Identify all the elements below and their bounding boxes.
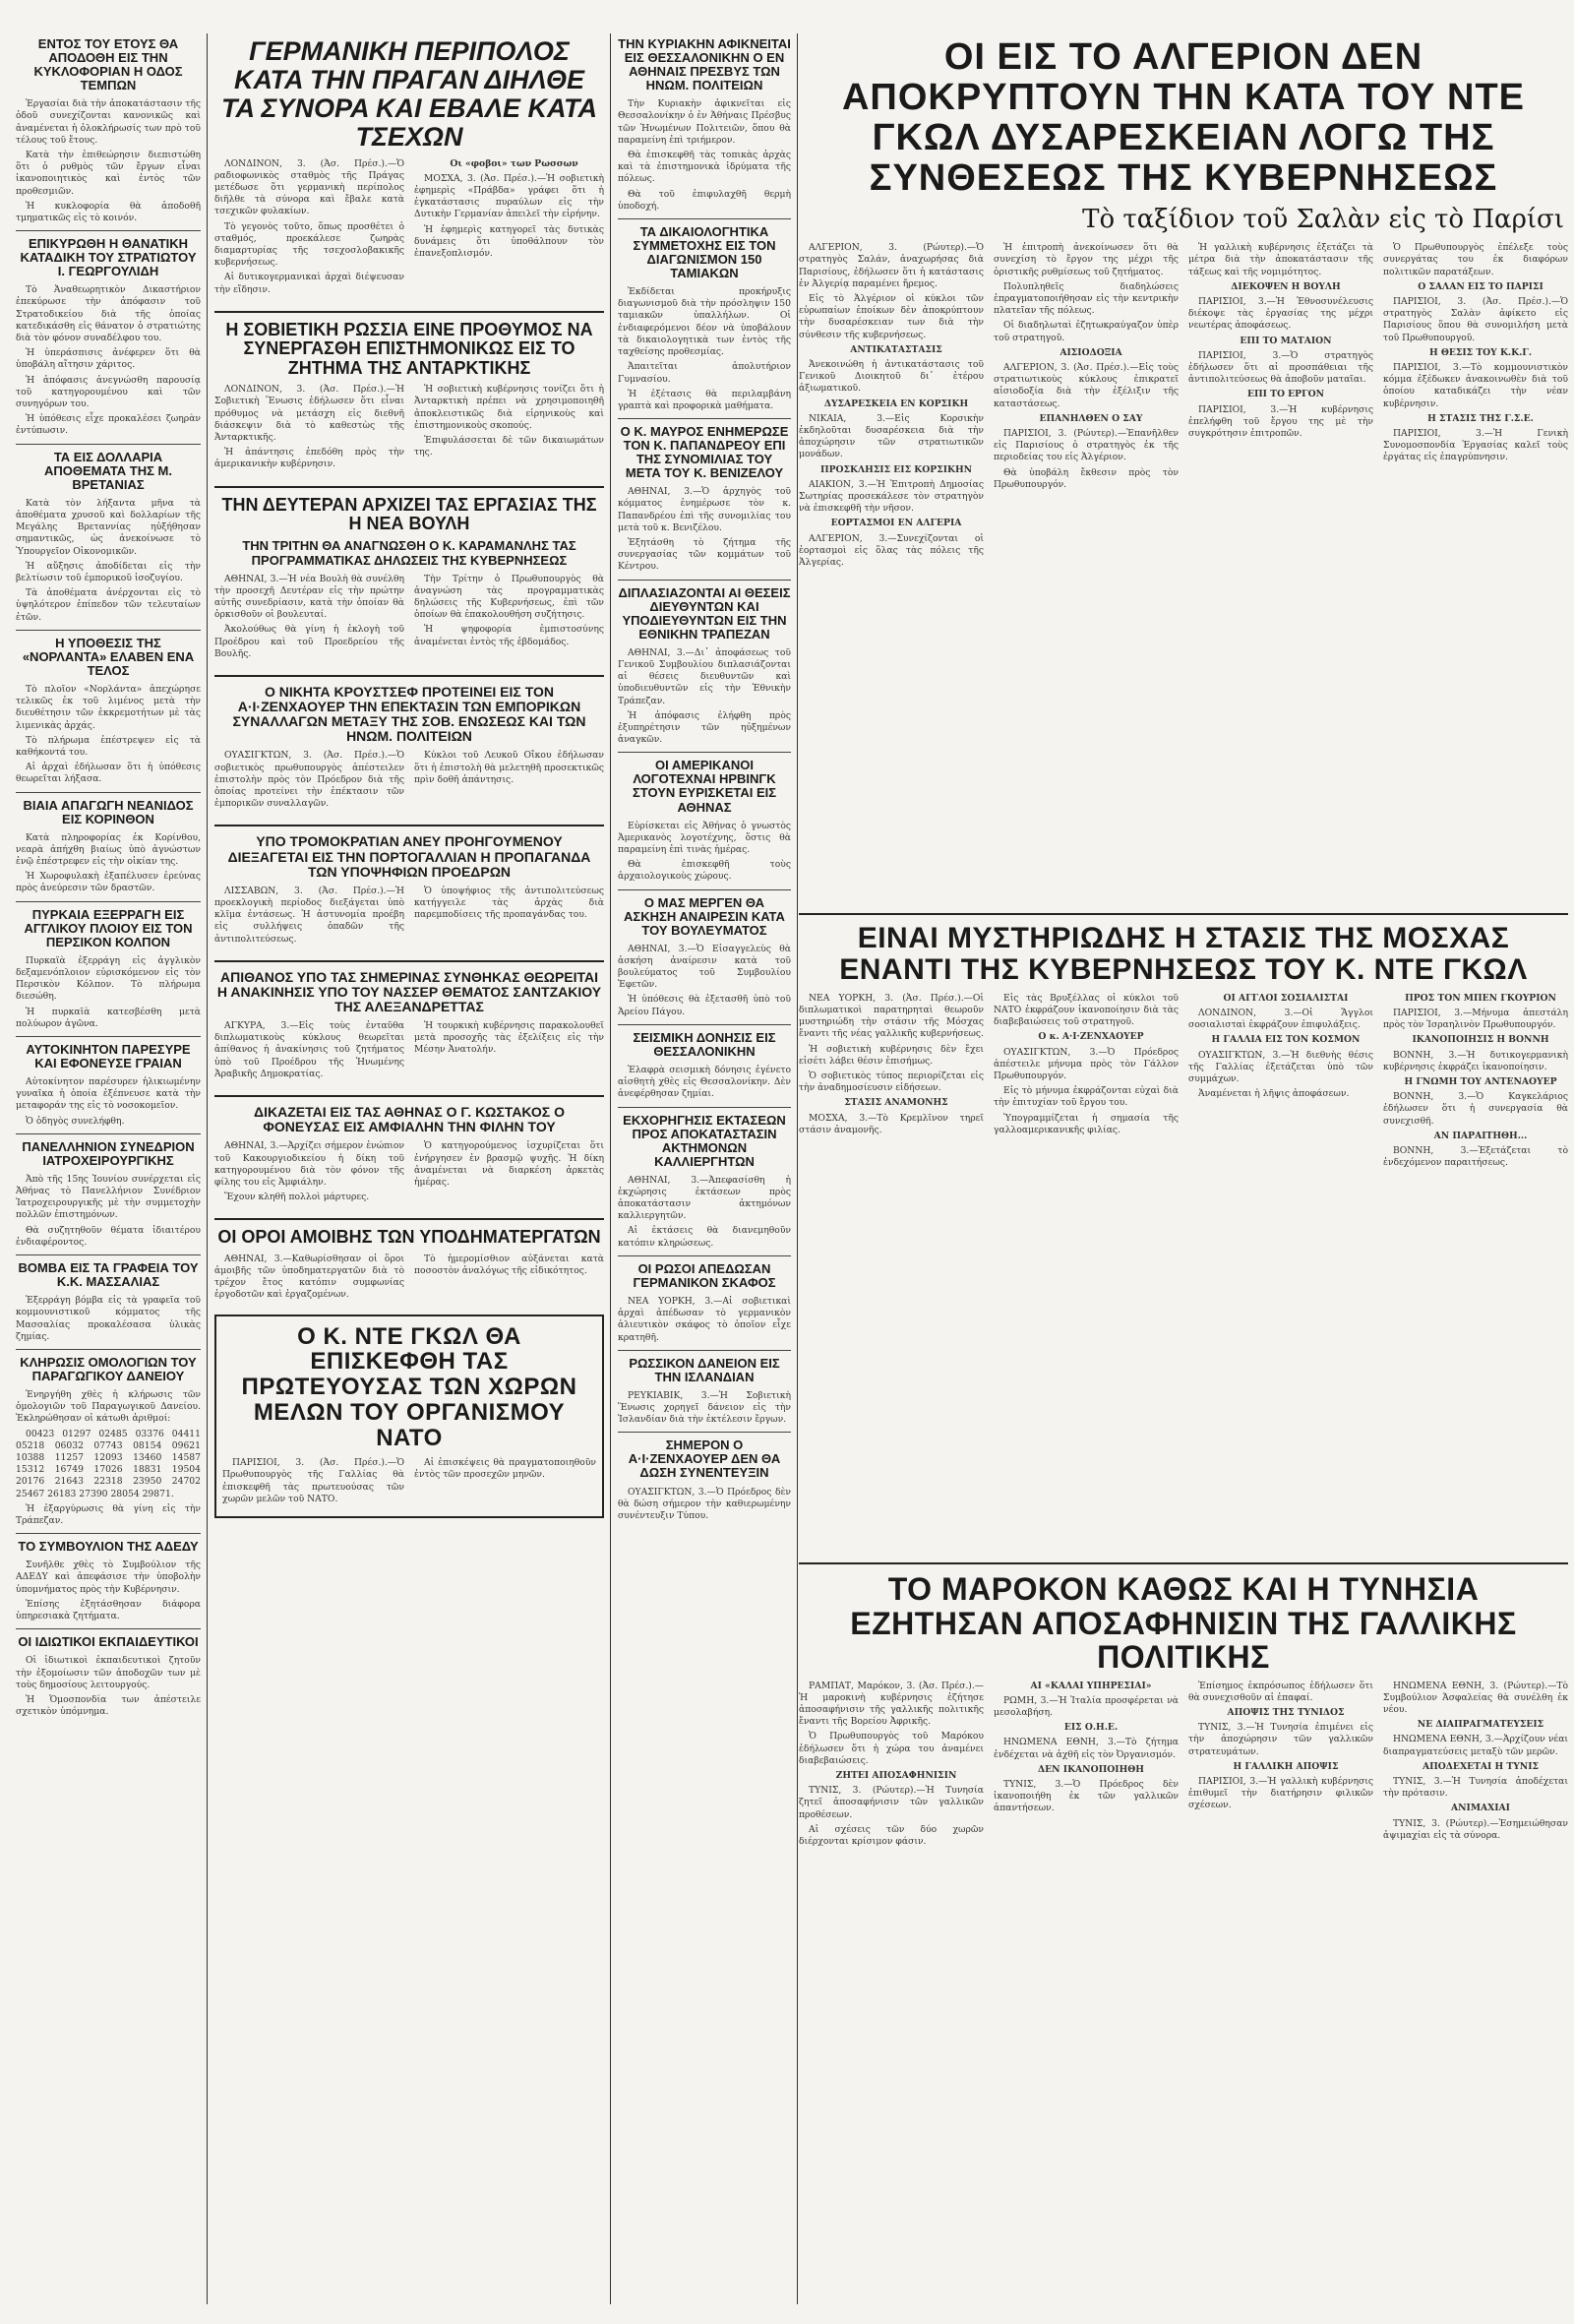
divider xyxy=(618,1024,791,1025)
article-headline: ΤΑ ΕΙΣ ΔΟΛΛΑΡΙΑ ΑΠΟΘΕΜΑΤΑ ΤΗΣ Μ. ΒΡΕΤΑΝΙΑΣ xyxy=(44,449,172,492)
divider xyxy=(16,1133,201,1134)
section-heading: Η ΓΑΛΛΙΑ ΕΙΣ ΤΟΝ ΚΟΣΜΟΝ xyxy=(1211,1034,1361,1046)
divider xyxy=(618,1255,791,1256)
article-headline: ΕΚΧΟΡΗΓΗΣΙΣ ΕΚΤΑΣΕΩΝ ΠΡΟΣ ΑΠΟΚΑΤΑΣΤΑΣΙΝ ΑΚΤΗΜΟΝΩΝ ΚΑΛΛΙΕΡΓΗΤΩΝ xyxy=(623,1112,786,1169)
article-subhead: Οι «φοβοι» των Ρωσσων xyxy=(450,157,578,169)
divider xyxy=(618,1432,791,1433)
article-headline: ΟΙ ΙΔΙΩΤΙΚΟΙ ΕΚΠΑΙΔΕΥΤΙΚΟΙ xyxy=(18,1634,199,1650)
divider xyxy=(16,1036,201,1037)
article-headline: ΔΙΚΑΖΕΤΑΙ ΕΙΣ ΤΑΣ ΑΘΗΝΑΣ Ο Γ. ΚΩΣΤΑΚΟΣ Ο ΦΟΝΕΥΣΑΣ ΕΙΣ ΑΜΦΙΑΛΗΝ ΤΗΝ ΦΙΛΗΝ ΤΟΥ xyxy=(254,1104,565,1135)
section-heading: Η ΣΤΑΣΙΣ ΤΗΣ Γ.Σ.Ε. xyxy=(1427,412,1534,424)
divider xyxy=(214,1095,604,1097)
divider xyxy=(214,960,604,962)
column-rule xyxy=(797,33,798,2304)
section-heading: ΔΥΣΑΡΕΣΚΕΙΑ ΕΝ ΚΟΡΣΙΚΗ xyxy=(823,398,969,409)
article-headline: ΠΥΡΚΑΙΑ ΕΞΕΡΡΑΓΗ ΕΙΣ ΑΓΓΛΙΚΟΥ ΠΛΟΙΟΥ ΕΙΣ ΤΟΝ ΠΕΡΣΙΚΟΝ ΚΟΛΠΟΝ xyxy=(24,906,193,949)
divider xyxy=(618,580,791,581)
divider xyxy=(618,889,791,890)
divider xyxy=(16,1628,201,1629)
divider xyxy=(618,418,791,419)
section-heading: ΝΕ ΔΙΑΠΡΑΓΜΑΤΕΥΣΕΙΣ xyxy=(1417,1719,1544,1731)
divider xyxy=(799,1562,1568,1564)
article-headline: ΕΝΤΟΣ ΤΟΥ ΕΤΟΥΣ ΘΑ ΑΠΟΔΟΘΗ ΕΙΣ ΤΗΝ ΚΥΚΛΟΦΟΡΙΑΝ Η ΟΔΟΣ ΤΕΜΠΩΝ xyxy=(33,36,183,93)
article-headline: ΡΩΣΣΙΚΟΝ ΔΑΝΕΙΟΝ ΕΙΣ ΤΗΝ ΙΣΛΑΝΔΙΑΝ xyxy=(629,1355,780,1384)
article-headline: ΤΗΝ ΚΥΡΙΑΚΗΝ ΑΦΙΚΝΕΙΤΑΙ ΕΙΣ ΘΕΣΣΑΛΟΝΙΚΗΝ Ο ΕΝ ΑΘΗΝΑΙΣ ΠΡΕΣΒΥΣ ΤΩΝ ΗΝΩΜ. ΠΟΛΙΤΕΙΩΝ xyxy=(618,36,791,93)
divider xyxy=(16,1254,201,1255)
section-heading: ΙΚΑΝΟΠΟΙΗΣΙΣ Η ΒΟΝΝΗ xyxy=(1412,1034,1549,1046)
section-heading: ΔΙΕΚΟΨΕΝ Η ΒΟΥΛΗ xyxy=(1231,280,1341,292)
section-heading: ΣΤΑΣΙΣ ΑΝΑΜΟΝΗΣ xyxy=(844,1097,948,1109)
divider xyxy=(618,1107,791,1108)
article-headline: ΟΙ ΑΜΕΡΙΚΑΝΟΙ ΛΟΓΟΤΕΧΝΑΙ ΗΡΒΙΝΓΚ ΣΤΟΥΝ ΕΥΡΙΣΚΕΤΑΙ ΕΙΣ ΑΘΗΝΑΣ xyxy=(632,758,777,815)
article-headline: ΕΠΙΚΥΡΩΘΗ Η ΘΑΝΑΤΙΚΗ ΚΑΤΑΔΙΚΗ ΤΟΥ ΣΤΡΑΤΙΩΤΟΥ Ι. ΓΕΩΡΓΟΥΛΙΔΗ xyxy=(20,236,197,279)
boxed-article: Ο Κ. ΝΤΕ ΓΚΩΛ ΘΑ ΕΠΙΣΚΕΦΘΗ ΤΑΣ ΠΡΩΤΕΥΟΥΣΑΣ ΤΩΝ ΧΩΡΩΝ ΜΕΛΩΝ ΤΟΥ ΟΡΓΑΝΙΣΜΟΥ ΝΑΤΟ ΠΑΡΙΣΙΟΙ, 3. (Ἀσ. Πρέσ.).—Ὁ Πρωθυπουργὸς τῆς Γαλλίας θὰ ἐπισκεφθῆ τὰς πρωτευούσας τῶν χωρῶν μελῶν τοῦ ΝΑΤΟ. Αἱ ἐπισκέψεις θὰ πραγματοποιηθοῦν ἐντὸς τῶν προσεχῶν μηνῶν. xyxy=(214,1315,604,1518)
article-headline: ΚΛΗΡΩΣΙΣ ΟΜΟΛΟΓΙΩΝ ΤΟΥ ΠΑΡΑΓΩΓΙΚΟΥ ΔΑΝΕΙΟΥ xyxy=(20,1354,197,1383)
article-headline: ΒΙΑΙΑ ΑΠΑΓΩΓΗ ΝΕΑΝΙΔΟΣ ΕΙΣ ΚΟΡΙΝΘΟΝ xyxy=(23,797,194,826)
article-headline: ΔΙΠΛΑΣΙΑΖΟΝΤΑΙ ΑΙ ΘΕΣΕΙΣ ΔΙΕΥΘΥΝΤΩΝ ΚΑΙ ΥΠΟΔΙΕΥΘΥΝΤΩΝ ΕΙΣ ΤΗΝ ΕΘΝΙΚΗΝ ΤΡΑΠΕΖΑΝ xyxy=(618,584,791,642)
section-heading: ΑΠΟΔΕΧΕΤΑΙ Η ΤΥΝΙΣ xyxy=(1423,1760,1539,1772)
section-heading: Ο ΣΑΛΑΝ ΕΙΣ ΤΟ ΠΑΡΙΣΙ xyxy=(1418,280,1544,292)
divider xyxy=(618,1350,791,1351)
divider xyxy=(16,444,201,445)
section-heading: Ο κ. Α·Ι·ΖΕΝΧΑΟΥΕΡ xyxy=(1038,1031,1144,1043)
divider xyxy=(214,311,604,313)
section-heading: ΑΠΟΨΙΣ ΤΗΣ ΤΥΝΙΔΟΣ xyxy=(1227,1707,1345,1719)
section-heading: Η ΓΑΛΛΙΚΗ ΑΠΟΨΙΣ xyxy=(1233,1760,1339,1772)
article-headline: ΑΥΤΟΚΙΝΗΤΟΝ ΠΑΡΕΣΥΡΕ ΚΑΙ ΕΦΟΝΕΥΣΕ ΓΡΑΙΑΝ xyxy=(26,1041,191,1070)
article-headline: ΤΟ ΣΥΜΒΟΥΛΙΟΝ ΤΗΣ ΑΔΕΔΥ xyxy=(18,1539,199,1555)
lead-subhead: Τὸ ταξίδιον τοῦ Σαλὰν εἰς τὸ Παρίσι xyxy=(1082,205,1564,235)
article-headline: Η ΣΟΒΙΕΤΙΚΗ ΡΩΣΣΙΑ ΕΙΝΕ ΠΡΟΘΥΜΟΣ ΝΑ ΣΥΝΕΡΓΑΣΘΗ ΕΠΙΣΤΗΜΟΝΙΚΩΣ ΕΙΣ ΤΟ ΖΗΤΗΜΑ ΤΗΣ ΑΝΤΑΡΚΤΙΚΗΣ xyxy=(225,319,593,378)
article-headline: ΤΗΝ ΔΕΥΤΕΡΑΝ ΑΡΧΙΖΕΙ ΤΑΣ ΕΡΓΑΣΙΑΣ ΤΗΣ Η ΝΕΑ ΒΟΥΛΗ xyxy=(221,494,597,534)
section-heading: ΖΗΤΕΙ ΑΠΟΣΑΦΗΝΙΣΙΝ xyxy=(835,1770,957,1782)
section-heading: ΕΠΑΝΗΛΘΕΝ Ο ΣΑΥ xyxy=(1039,412,1143,424)
morocco-headline: ΤΟ ΜΑΡΟΚΟΝ ΚΑΘΩΣ ΚΑΙ Η ΤΥΝΗΣΙΑ ΕΖΗΤΗΣΑΝ ΑΠΟΣΑΦΗΝΙΣΙΝ ΤΗΣ ΓΑΛΛΙΚΗΣ ΠΟΛΙΤΙΚΗΣ xyxy=(850,1571,1517,1676)
section-heading: ΑΝΤΙΚΑΤΑΣΤΑΣΙΣ xyxy=(850,343,942,355)
article-headline: ΥΠΟ ΤΡΟΜΟΚΡΑΤΙΑΝ ΑΝΕΥ ΠΡΟΗΓΟΥΜΕΝΟΥ ΔΙΕΞΑΓΕΤΑΙ ΕΙΣ ΤΗΝ ΠΟΡΤΟΓΑΛΛΙΑΝ Η ΠΡΟΠΑΓΑΝΔΑ ΤΩΝ ΥΠΟΨΗΦΙΩΝ ΠΡΟΕΔΡΩΝ xyxy=(227,833,591,880)
article-headline: Η ΥΠΟΘΕΣΙΣ ΤΗΣ «ΝΟΡΛΑΝΤΑ» ΕΛΑΒΕΝ ΕΝΑ ΤΕΛΟΣ xyxy=(22,635,195,678)
lead-headline: ΟΙ ΕΙΣ ΤΟ ΑΛΓΕΡΙΟΝ ΔΕΝ ΑΠΟΚΡΥΠΤΟΥΝ ΤΗΝ ΚΑΤΑ ΤΟΥ ΝΤΕ ΓΚΩΛ ΔΥΣΑΡΕΣΚΕΙΑΝ ΛΟΓΩ ΤΗΣ ΣΥΝΘΕΣΕΩΣ ΤΗΣ ΚΥΒΕΡΝΗΣΕΩΣ xyxy=(841,36,1526,200)
article-headline: ΟΙ ΟΡΟΙ ΑΜΟΙΒΗΣ ΤΩΝ ΥΠΟΔΗΜΑΤΕΡΓΑΤΩΝ xyxy=(217,1227,601,1248)
moscow-headline: ΕΙΝΑΙ ΜΥΣΤΗΡΙΩΔΗΣ Η ΣΤΑΣΙΣ ΤΗΣ ΜΟΣΧΑΣ ΕΝΑΝΤΙ ΤΗΣ ΚΥΒΕΡΝΗΣΕΩΣ ΤΟΥ Κ. ΝΤΕ ΓΚΩΛ xyxy=(839,922,1528,987)
section-heading: ΠΡΟΣ ΤΟΝ ΜΠΕΝ ΓΚΟΥΡΙΟΝ xyxy=(1405,992,1556,1004)
divider xyxy=(16,792,201,793)
section-heading: ΕΙΣ Ο.Η.Ε. xyxy=(1063,1722,1119,1734)
article-headline: Ο Κ. ΜΑΥΡΟΣ ΕΝΗΜΕΡΩΣΕ ΤΟΝ Κ. ΠΑΠΑΝΔΡΕΟΥ ΕΠΙ ΤΗΣ ΣΥΝΟΜΙΛΙΑΣ ΤΟΥ ΜΕΤΑ ΤΟΥ Κ. ΒΕΝΙΖΕΛΟΥ xyxy=(620,424,789,481)
column-rule xyxy=(610,33,611,2304)
section-heading: ΕΟΡΤΑΣΜΟΙ ΕΝ ΑΛΓΕΡΙΑ xyxy=(830,518,962,529)
column-3: ΤΗΝ ΚΥΡΙΑΚΗΝ ΑΦΙΚΝΕΙΤΑΙ ΕΙΣ ΘΕΣΣΑΛΟΝΙΚΗΝ Ο ΕΝ ΑΘΗΝΑΙΣ ΠΡΕΣΒΥΣ ΤΩΝ ΗΝΩΜ. ΠΟΛΙΤΕΙΩΝ Τὴν Κυριακὴν ἀφικνεῖται εἰς Θεσσαλονίκην ὁ ἐν Ἀθήναις Πρέσβυς τῶν Ἡνωμένων Πολιτειῶν, ὅπου θὰ παραμείνη ἐπὶ τριήμερον. Θὰ ἐπισκεφθῆ τὰς τοπικὰς ἀρχὰς καὶ τὰ ἐπιστημονικὰ ἱδρύματα τῆς πόλεως. Θὰ τοῦ ἐπιφυλαχθῆ θερμὴ ὑποδοχή. ΤΑ ΔΙΚΑΙΟΛΟΓΗΤΙΚΑ ΣΥΜΜΕΤΟΧΗΣ ΕΙΣ ΤΟΝ ΔΙΑΓΩΝΙΣΜΟΝ 150 ΤΑΜΙΑΚΩΝ Ἐκδίδεται προκήρυξις διαγωνισμοῦ διὰ τὴν πρόσληψιν 150 ταμιακῶν ὑπαλλήλων. Οἱ ἐνδιαφερόμενοι δέον νὰ ὑποβάλουν τὰ δικαιολογητικὰ των ἐντὸς τῆς ταχθείσης προθεσμίας. Ἀπαιτεῖται ἀπολυτήριον Γυμνασίου. Ἡ ἐξέτασις θὰ περιλαμβάνη γραπτὰ καὶ προφορικὰ μαθήματα. Ο Κ. ΜΑΥΡΟΣ ΕΝΗΜΕΡΩΣΕ ΤΟΝ Κ. ΠΑΠΑΝΔΡΕΟΥ ΕΠΙ ΤΗΣ ΣΥΝΟΜΙΛΙΑΣ ΤΟΥ ΜΕΤΑ ΤΟΥ Κ. ΒΕΝΙΖΕΛΟΥ ΑΘΗΝΑΙ, 3.—Ὁ ἀρχηγὸς τοῦ κόμματος ἐνημέρωσε τὸν κ. Παπανδρέου ἐπὶ τῆς συνομιλίας του μετὰ τοῦ κ. Βενιζέλου. Ἐξητάσθη τὸ ζήτημα τῆς συνεργασίας τῶν κομμάτων τοῦ Κέντρου. ΔΙΠΛΑΣΙΑΖΟΝΤΑΙ ΑΙ ΘΕΣΕΙΣ ΔΙΕΥΘΥΝΤΩΝ ΚΑΙ ΥΠΟΔΙΕΥΘΥΝΤΩΝ ΕΙΣ ΤΗΝ ΕΘΝΙΚΗΝ ΤΡΑΠΕΖΑΝ ΑΘΗΝΑΙ, 3.—Δι᾽ ἀποφάσεως τοῦ Γενικοῦ Συμβουλίου διπλασιάζονται αἱ θέσεις διευθυντῶν καὶ ὑποδιευθυντῶν εἰς τὴν Ἐθνικὴν Τράπεζαν. Ἡ ἀπόφασις ἐλήφθη πρὸς ἐξυπηρέτησιν τῶν ηὐξημένων ἀναγκῶν. ΟΙ ΑΜΕΡΙΚΑΝΟΙ ΛΟΓΟΤΕΧΝΑΙ ΗΡΒΙΝΓΚ ΣΤΟΥΝ ΕΥΡΙΣΚΕΤΑΙ ΕΙΣ ΑΘΗΝΑΣ Εὑρίσκεται εἰς Ἀθήνας ὁ γνωστὸς Ἀμερικανὸς λογοτέχνης, ὅστις θὰ παραμείνη ἐπὶ τινὰς ἡμέρας. Θὰ ἐπισκεφθῆ τοὺς ἀρχαιολογικοὺς χώρους. Ο ΜΑΣ ΜΕΡΓΕΝ ΘΑ ΑΣΚΗΣΗ ΑΝΑΙΡΕΣΙΝ ΚΑΤΑ ΤΟΥ ΒΟΥΛΕΥΜΑΤΟΣ ΑΘΗΝΑΙ, 3.—Ὁ Εἰσαγγελεὺς θὰ ἀσκήση ἀναίρεσιν κατὰ τοῦ βουλεύματος τοῦ Συμβουλίου Ἐφετῶν. Ἡ ὑπόθεσις θὰ ἐξετασθῆ ὑπὸ τοῦ Ἀρείου Πάγου. ΣΕΙΣΜΙΚΗ ΔΟΝΗΣΙΣ ΕΙΣ ΘΕΣΣΑΛΟΝΙΚΗΝ Ἐλαφρὰ σεισμικὴ δόνησις ἐγένετο αἰσθητὴ χθὲς εἰς Θεσσαλονίκην. Δὲν ἀνεφέρθησαν ζημίαι. ΕΚΧΟΡΗΓΗΣΙΣ ΕΚΤΑΣΕΩΝ ΠΡΟΣ ΑΠΟΚΑΤΑΣΤΑΣΙΝ ΑΚΤΗΜΟΝΩΝ ΚΑΛΛΙΕΡΓΗΤΩΝ ΑΘΗΝΑΙ, 3.—Ἀπεφασίσθη ἡ ἐκχώρησις ἐκτάσεων πρὸς ἀποκατάστασιν ἀκτημόνων καλλιεργητῶν. Αἱ ἐκτάσεις θὰ διανεμηθοῦν κατόπιν κληρώσεως. ΟΙ ΡΩΣΟΙ ΑΠΕΔΩΣΑΝ ΓΕΡΜΑΝΙΚΟΝ ΣΚΑΦΟΣ ΝΕΑ ΥΟΡΚΗ, 3.—Αἱ σοβιετικαὶ ἀρχαὶ ἀπέδωσαν τὸ γερμανικὸν ἁλιευτικὸν σκάφος τὸ ὁποῖον εἶχε κρατηθῆ. ΡΩΣΣΙΚΟΝ ΔΑΝΕΙΟΝ ΕΙΣ ΤΗΝ ΙΣΛΑΝΔΙΑΝ ΡΕΥΚΙΑΒΙΚ, 3.—Ἡ Σοβιετικὴ Ἕνωσις χορηγεῖ δάνειον εἰς τὴν Ἰσλανδίαν διὰ τὴν ἐκτέλεσιν ἔργων. ΣΗΜΕΡΟΝ Ο Α·Ι·ΖΕΝΧΑΟΥΕΡ ΔΕΝ ΘΑ ΔΩΣΗ ΣΥΝΕΝΤΕΥΞΙΝ ΟΥΑΣΙΓΚΤΩΝ, 3.—Ὁ Πρόεδρος δὲν θὰ δώση σήμερον τὴν καθιερωμένην συνέντευξιν Τύπου. xyxy=(618,36,791,1521)
article-headline: ΑΠΙΘΑΝΟΣ ΥΠΟ ΤΑΣ ΣΗΜΕΡΙΝΑΣ ΣΥΝΘΗΚΑΣ ΘΕΩΡΕΙΤΑΙ Η ΑΝΑΚΙΝΗΣΙΣ ΥΠΟ ΤΟΥ ΝΑΣΣΕΡ ΘΕΜΑΤΟΣ ΣΑΝΤΖΑΚΙΟΥ ΤΗΣ ΑΛΕΞΑΝΔΡΕΤΤΑΣ xyxy=(216,968,602,1014)
lead-story: ΟΙ ΕΙΣ ΤΟ ΑΛΓΕΡΙΟΝ ΔΕΝ ΑΠΟΚΡΥΠΤΟΥΝ ΤΗΝ ΚΑΤΑ ΤΟΥ ΝΤΕ ΓΚΩΛ ΔΥΣΑΡΕΣΚΕΙΑΝ ΛΟΓΩ ΤΗΣ ΣΥΝΘΕΣΕΩΣ ΤΗΣ ΚΥΒΕΡΝΗΣΕΩΣ Τὸ ταξίδιον τοῦ Σαλὰν εἰς τὸ Παρίσι ΑΛΓΕΡΙΟΝ, 3. (Ρώυτερ).—Ὁ στρατηγὸς Σαλάν, ἀναχωρήσας διὰ Παρισίους, ἐδήλωσεν ὅτι ἡ κατάστασις ἐν Ἀλγερίᾳ παραμένει ἤρεμος. Εἰς τὸ Ἀλγέριον οἱ κύκλοι τῶν εὐρωπαίων ἐποίκων δὲν ἀποκρύπτουν τὴν δυσαρέσκειαν των διὰ τὴν σύνθεσιν τῆς κυβερνήσεως. ΑΝΤΙΚΑΤΑΣΤΑΣΙΣ Ἀνεκοινώθη ἡ ἀντικατάστασις τοῦ Γενικοῦ Διοικητοῦ δι᾽ ἑτέρου ἀξιωματικοῦ. ΔΥΣΑΡΕΣΚΕΙΑ ΕΝ ΚΟΡΣΙΚΗ ΝΙΚΑΙΑ, 3.—Εἰς Κορσικὴν ἐκδηλοῦται δυσαρέσκεια διὰ τὴν ἀποχώρησιν τῶν στρατιωτικῶν μονάδων. ΠΡΟΣΚΛΗΣΙΣ ΕΙΣ ΚΟΡΣΙΚΗΝ ΑΙΑΚΙΟΝ, 3.—Ἡ Ἐπιτροπὴ Δημοσίας Σωτηρίας προσεκάλεσε τὸν στρατηγὸν νὰ ἐπισκεφθῆ τὴν νῆσον. ΕΟΡΤΑΣΜΟΙ ΕΝ ΑΛΓΕΡΙΑ ΑΛΓΕΡΙΟΝ, 3.—Συνεχίζονται οἱ ἑορτασμοὶ εἰς ὅλας τὰς πόλεις τῆς Ἀλγερίας. Ἡ ἐπιτροπὴ ἀνεκοίνωσεν ὅτι θὰ συνεχίση τὸ ἔργον της μέχρι τῆς ὁριστικῆς ρυθμίσεως τοῦ ζητήματος. Πολυπληθεῖς διαδηλώσεις ἐπραγματοποιήθησαν εἰς τὴν κεντρικὴν πλατεῖαν τῆς πόλεως. Οἱ διαδηλωταὶ ἐζητωκραύγαζον ὑπὲρ τοῦ στρατηγοῦ. ΑΙΣΙΟΔΟΞΙΑ ΑΛΓΕΡΙΟΝ, 3. (Ἀσ. Πρέσ.).—Εἰς τοὺς στρατιωτικοὺς κύκλους ἐπικρατεῖ αἰσιοδοξία διὰ τὴν ἐξέλιξιν τῆς καταστάσεως. ΕΠΑΝΗΛΘΕΝ Ο ΣΑΥ ΠΑΡΙΣΙΟΙ, 3. (Ρώυτερ).—Ἐπανῆλθεν εἰς Παρισίους ὁ στρατηγὸς ἐκ τῆς περιοδείας του εἰς Ἀλγέριον. Θὰ ὑποβάλη ἔκθεσιν πρὸς τὸν Πρωθυπουργόν. Ἡ γαλλικὴ κυβέρνησις ἐξετάζει τὰ μέτρα διὰ τὴν ἀποκατάστασιν τῆς τάξεως καὶ τῆς νομιμότητος. ΔΙΕΚΟΨΕΝ Η ΒΟΥΛΗ ΠΑΡΙΣΙΟΙ, 3.—Ἡ Ἐθνοσυνέλευσις διέκοψε τὰς ἐργασίας της μέχρι νεωτέρας ἀποφάσεως. ΕΠΙ ΤΟ ΜΑΤΑΙΟΝ ΠΑΡΙΣΙΟΙ, 3.—Ὁ στρατηγὸς ἐδήλωσεν ὅτι αἱ προσπάθειαι τῆς ἀντιπολιτεύσεως θὰ ἀποβοῦν ματαῖαι. ΕΠΙ ΤΟ ΕΡΓΟΝ ΠΑΡΙΣΙΟΙ, 3.—Ἡ κυβέρνησις ἐπελήφθη τοῦ ἔργου της μὲ τὴν συγκρότησιν ἐπιτροπῶν. Ὁ Πρωθυπουργὸς ἐπέλεξε τοὺς συνεργάτας του ἐκ διαφόρων πολιτικῶν παρατάξεων. Ο ΣΑΛΑΝ ΕΙΣ ΤΟ ΠΑΡΙΣΙ ΠΑΡΙΣΙΟΙ, 3. (Ἀσ. Πρέσ.).—Ὁ στρατηγὸς Σαλὰν ἀφίκετο εἰς Παρισίους ὅπου θὰ συνομιλήση μετὰ τοῦ Πρωθυπουργοῦ. Η ΘΕΣΙΣ ΤΟΥ Κ.Κ.Γ. ΠΑΡΙΣΙΟΙ, 3.—Τὸ κομμουνιστικὸν κόμμα ἐξέδωκεν ἀνακοινωθὲν διὰ τοῦ ὁποίου καταδικάζει τὴν νέαν κυβέρνησιν. Η ΣΤΑΣΙΣ ΤΗΣ Γ.Σ.Ε. ΠΑΡΙΣΙΟΙ, 3.—Ἡ Γενικὴ Συνομοσπονδία Ἐργασίας καλεῖ τοὺς ἐργάτας εἰς ἐπαγρύπνησιν. xyxy=(799,36,1568,568)
divider xyxy=(16,230,201,231)
column-1: ΕΝΤΟΣ ΤΟΥ ΕΤΟΥΣ ΘΑ ΑΠΟΔΟΘΗ ΕΙΣ ΤΗΝ ΚΥΚΛΟΦΟΡΙΑΝ Η ΟΔΟΣ ΤΕΜΠΩΝ Ἐργασίαι διὰ τὴν ἀποκατάστασιν τῆς ὁδοῦ συνεχίζονται κανονικῶς καὶ ἀναμένεται ἡ ὁλοκλήρωσίς των πρὸ τοῦ τέλους τοῦ ἔτους. Κατὰ τὴν ἐπιθεώρησιν διεπιστώθη ὅτι ὁ ρυθμὸς τῶν ἔργων εἶναι ἱκανοποιητικὸς καὶ ἐντὸς τῶν προθεσμιῶν. Ἡ κυκλοφορία θὰ ἀποδοθῆ τμηματικῶς εἰς τὸ κοινόν. ΕΠΙΚΥΡΩΘΗ Η ΘΑΝΑΤΙΚΗ ΚΑΤΑΔΙΚΗ ΤΟΥ ΣΤΡΑΤΙΩΤΟΥ Ι. ΓΕΩΡΓΟΥΛΙΔΗ Τὸ Ἀναθεωρητικὸν Δικαστήριον ἐπεκύρωσε τὴν ἀπόφασιν τοῦ Στρατοδικείου διὰ τῆς ὁποίας κατεδικάσθη εἰς θάνατον ὁ στρατιώτης διὰ τὸν φόνον συναδέλφου του. Ἡ ὑπεράσπισις ἀνέφερεν ὅτι θὰ ὑποβάλη αἴτησιν χάριτος. Ἡ ἀπόφασις ἀνεγνώσθη παρουσίᾳ τοῦ κατηγορουμένου καὶ τῶν συνηγόρων του. Ἡ ὑπόθεσις εἶχε προκαλέσει ζωηρὰν ἐντύπωσιν. ΤΑ ΕΙΣ ΔΟΛΛΑΡΙΑ ΑΠΟΘΕΜΑΤΑ ΤΗΣ Μ. ΒΡΕΤΑΝΙΑΣ Κατὰ τὸν λήξαντα μῆνα τὰ ἀποθέματα χρυσοῦ καὶ δολλαρίων τῆς Μεγάλης Βρεταννίας ηὐξήθησαν σημαντικῶς, ὡς ἀνεκοίνωσε τὸ Ὑπουργεῖον Οἰκονομικῶν. Ἡ αὔξησις ἀποδίδεται εἰς τὴν βελτίωσιν τοῦ ἐμπορικοῦ ἰσοζυγίου. Τὰ ἀποθέματα ἀνέρχονται εἰς τὸ ὑψηλότερον ἐπίπεδον τῶν τελευταίων ἐτῶν. Η ΥΠΟΘΕΣΙΣ ΤΗΣ «ΝΟΡΛΑΝΤΑ» ΕΛΑΒΕΝ ΕΝΑ ΤΕΛΟΣ Τὸ πλοῖον «Νορλάντα» ἀπεχώρησε τελικῶς ἐκ τοῦ λιμένος μετὰ τὴν διευθέτησιν τῶν ἐκκρεμοτήτων μὲ τὰς λιμενικὰς ἀρχάς. Τὸ πλήρωμα ἐπέστρεψεν εἰς τὰ καθήκοντά του. Αἱ ἀρχαὶ ἐδήλωσαν ὅτι ἡ ὑπόθεσις θεωρεῖται λήξασα. ΒΙΑΙΑ ΑΠΑΓΩΓΗ ΝΕΑΝΙΔΟΣ ΕΙΣ ΚΟΡΙΝΘΟΝ Κατὰ πληροφορίας ἐκ Κορίνθου, νεαρὰ ἀπήχθη βιαίως ὑπὸ ἀγνώστων ἐνῷ ἐπέστρεφεν εἰς τὴν οἰκίαν της. Ἡ Χωροφυλακὴ ἐξαπέλυσεν ἐρεύνας πρὸς ἀνεύρεσιν τῶν δραστῶν. ΠΥΡΚΑΙΑ ΕΞΕΡΡΑΓΗ ΕΙΣ ΑΓΓΛΙΚΟΥ ΠΛΟΙΟΥ ΕΙΣ ΤΟΝ ΠΕΡΣΙΚΟΝ ΚΟΛΠΟΝ Πυρκαϊὰ ἐξερράγη εἰς ἀγγλικὸν δεξαμενόπλοιον εὑρισκόμενον εἰς τὸν Περσικὸν Κόλπον. Τὸ πλήρωμα διεσώθη. Ἡ πυρκαϊὰ κατεσβέσθη μετὰ πολύωρον ἀγῶνα. ΑΥΤΟΚΙΝΗΤΟΝ ΠΑΡΕΣΥΡΕ ΚΑΙ ΕΦΟΝΕΥΣΕ ΓΡΑΙΑΝ Αὐτοκίνητον παρέσυρεν ἡλικιωμένην γυναῖκα ἡ ὁποία ἐξέπνευσε κατὰ τὴν μεταφοράν της εἰς τὸ νοσοκομεῖον. Ὁ ὁδηγὸς συνελήφθη. ΠΑΝΕΛΛΗΝΙΟΝ ΣΥΝΕΔΡΙΟΝ ΙΑΤΡΟΧΕΙΡΟΥΡΓΙΚΗΣ Ἀπὸ τῆς 15ης Ἰουνίου συνέρχεται εἰς Ἀθήνας τὸ Πανελλήνιον Συνέδριον Ἰατροχειρουργικῆς μὲ τὴν συμμετοχὴν πολλῶν ἐπιστημόνων. Θὰ συζητηθοῦν θέματα ἰδιαιτέρου ἐνδιαφέροντος. ΒΟΜΒΑ ΕΙΣ ΤΑ ΓΡΑΦΕΙΑ ΤΟΥ Κ.Κ. ΜΑΣΣΑΛΙΑΣ Ἐξερράγη βόμβα εἰς τὰ γραφεῖα τοῦ κομμουνιστικοῦ κόμματος τῆς Μασσαλίας προκαλέσασα ὑλικὰς ζημίας. ΚΛΗΡΩΣΙΣ ΟΜΟΛΟΓΙΩΝ ΤΟΥ ΠΑΡΑΓΩΓΙΚΟΥ ΔΑΝΕΙΟΥ Ἐνηργήθη χθὲς ἡ κλήρωσις τῶν ὁμολογιῶν τοῦ Παραγωγικοῦ Δανείου. Ἐκληρώθησαν οἱ κάτωθι ἀριθμοί: 00423 01297 02485 03376 04411 05218 06032 07743 08154 09621 10388 11257 12093 13460 14587 15312 16749 17026 18831 19504 20176 21643 22318 23950 24702 25467 26183 27390 28054 29871. Ἡ ἐξαργύρωσις θὰ γίνη εἰς τὴν Τράπεζαν. ΤΟ ΣΥΜΒΟΥΛΙΟΝ ΤΗΣ ΑΔΕΔΥ Συνῆλθε χθὲς τὸ Συμβούλιον τῆς ΑΔΕΔΥ καὶ ἀπεφάσισε τὴν ὑποβολὴν ὑπομνήματος πρὸς τὴν Κυβέρνησιν. Ἐπίσης ἐξητάσθησαν διάφορα ὑπηρεσιακὰ ζητήματα. ΟΙ ΙΔΙΩΤΙΚΟΙ ΕΚΠΑΙΔΕΥΤΙΚΟΙ Οἱ ἰδιωτικοὶ ἐκπαιδευτικοὶ ζητοῦν τὴν ἐξομοίωσιν τῶν ἀποδοχῶν των μὲ τοὺς δημοσίους λειτουργούς. Ἡ Ὁμοσπονδία των ἀπέστειλε σχετικὸν ὑπόμνημα. xyxy=(16,36,201,1718)
section-heading: ΕΠΙ ΤΟ ΕΡΓΟΝ xyxy=(1246,389,1325,400)
divider xyxy=(214,486,604,488)
divider xyxy=(214,1218,604,1220)
section-heading: ΑΙΣΙΟΔΟΞΙΑ xyxy=(1059,346,1122,358)
divider xyxy=(799,913,1568,915)
divider xyxy=(16,1349,201,1350)
article-headline: ΟΙ ΡΩΣΟΙ ΑΠΕΔΩΣΑΝ ΓΕΡΜΑΝΙΚΟΝ ΣΚΑΦΟΣ xyxy=(633,1260,776,1290)
divider xyxy=(618,752,791,753)
column-2: ΓΕΡΜΑΝΙΚΗ ΠΕΡΙΠΟΛΟΣ ΚΑΤΑ ΤΗΝ ΠΡΑΓΑΝ ΔΙΗΛΘΕ ΤΑ ΣΥΝΟΡΑ ΚΑΙ ΕΒΑΛΕ ΚΑΤΑ ΤΣΕΧΩΝ ΛΟΝΔΙΝΟΝ, 3. (Ἀσ. Πρέσ.).—Ὁ ραδιοφωνικὸς σταθμὸς τῆς Πράγας μετέδωσε ὅτι γερμανικὴ περίπολος διῆλθε τὰ σύνορα καὶ ἔβαλε κατὰ τσεχικῶν φυλακίων. Τὸ γεγονὸς τοῦτο, ὅπως προσθέτει ὁ σταθμός, προεκάλεσε ζωηρὰς διαμαρτυρίας τῆς τσεχοσλοβακικῆς κυβερνήσεως. Αἱ δυτικογερμανικαὶ ἀρχαὶ διέψευσαν τὴν εἴδησιν. Οι «φοβοι» των Ρωσσων ΜΟΣΧΑ, 3. (Ἀσ. Πρέσ.).—Ἡ σοβιετικὴ ἐφημερὶς «Πράβδα» γράφει ὅτι ἡ ἐγκατάστασις πυραύλων εἰς τὴν Δυτικὴν Γερμανίαν ἀπειλεῖ τὴν εἰρήνην. Ἡ ἐφημερὶς κατηγορεῖ τὰς δυτικὰς δυνάμεις ὅτι ὑποθάλπουν τὸν ἐπανεξοπλισμόν. Η ΣΟΒΙΕΤΙΚΗ ΡΩΣΣΙΑ ΕΙΝΕ ΠΡΟΘΥΜΟΣ ΝΑ ΣΥΝΕΡΓΑΣΘΗ ΕΠΙΣΤΗΜΟΝΙΚΩΣ ΕΙΣ ΤΟ ΖΗΤΗΜΑ ΤΗΣ ΑΝΤΑΡΚΤΙΚΗΣ ΛΟΝΔΙΝΟΝ, 3. (Ἀσ. Πρέσ.).—Ἡ Σοβιετικὴ Ἕνωσις ἐδήλωσεν ὅτι εἶναι πρόθυμος νὰ μετάσχη εἰς διεθνῆ διάσκεψιν διὰ τὸ καθεστὼς τῆς Ἀνταρκτικῆς. Ἡ ἀπάντησις ἐπεδόθη πρὸς τὴν ἀμερικανικὴν κυβέρνησιν. Ἡ σοβιετικὴ κυβέρνησις τονίζει ὅτι ἡ Ἀνταρκτικὴ πρέπει νὰ χρησιμοποιηθῆ ἀποκλειστικῶς διὰ εἰρηνικοὺς καὶ ἐπιστημονικοὺς σκοπούς. Ἐπιφυλάσσεται δὲ τῶν δικαιωμάτων της. ΤΗΝ ΔΕΥΤΕΡΑΝ ΑΡΧΙΖΕΙ ΤΑΣ ΕΡΓΑΣΙΑΣ ΤΗΣ Η ΝΕΑ ΒΟΥΛΗ ΤΗΝ ΤΡΙΤΗΝ ΘΑ ΑΝΑΓΝΩΣΘΗ Ο Κ. ΚΑΡΑΜΑΝΛΗΣ ΤΑΣ ΠΡΟΓΡΑΜΜΑΤΙΚΑΣ ΔΗΛΩΣΕΙΣ ΤΗΣ ΚΥΒΕΡΝΗΣΕΩΣ ΑΘΗΝΑΙ, 3.—Ἡ νέα Βουλὴ θὰ συνέλθη τὴν προσεχῆ Δευτέραν εἰς τὴν πρώτην αὐτῆς συνεδρίασιν, κατὰ τὴν ὁποίαν θὰ ὁρκισθοῦν οἱ βουλευταί. Ἀκολούθως θὰ γίνη ἡ ἐκλογὴ τοῦ Προέδρου καὶ τοῦ Προεδρείου τῆς Βουλῆς. Τὴν Τρίτην ὁ Πρωθυπουργὸς θὰ ἀναγνώση τὰς προγραμματικὰς δηλώσεις τῆς Κυβερνήσεως, ἐπὶ τῶν ὁποίων θὰ ἐπακολουθήση συζήτησις. Ἡ ψηφοφορία ἐμπιστοσύνης ἀναμένεται ἐντὸς τῆς ἑβδομάδος. Ο ΝΙΚΗΤΑ ΚΡΟΥΣΤΣΕΦ ΠΡΟΤΕΙΝΕΙ ΕΙΣ ΤΟΝ Α·Ι·ΖΕΝΧΑΟΥΕΡ ΤΗΝ ΕΠΕΚΤΑΣΙΝ ΤΩΝ ΕΜΠΟΡΙΚΩΝ ΣΥΝΑΛΛΑΓΩΝ ΜΕΤΑΞΥ ΤΗΣ ΣΟΒ. ΕΝΩΣΕΩΣ ΚΑΙ ΤΩΝ ΗΝΩΜ. ΠΟΛΙΤΕΙΩΝ ΟΥΑΣΙΓΚΤΩΝ, 3. (Ἀσ. Πρέσ.).—Ὁ σοβιετικὸς πρωθυπουργὸς ἀπέστειλεν ἐπιστολὴν πρὸς τὸν Πρόεδρον διὰ τῆς ὁποίας προτείνει τὴν ἐπέκτασιν τῶν ἐμπορικῶν συναλλαγῶν. Κύκλοι τοῦ Λευκοῦ Οἴκου ἐδήλωσαν ὅτι ἡ ἐπιστολὴ θὰ μελετηθῆ προσεκτικῶς πρὶν δοθῆ ἀπάντησις. ΥΠΟ ΤΡΟΜΟΚΡΑΤΙΑΝ ΑΝΕΥ ΠΡΟΗΓΟΥΜΕΝΟΥ ΔΙΕΞΑΓΕΤΑΙ ΕΙΣ ΤΗΝ ΠΟΡΤΟΓΑΛΛΙΑΝ Η ΠΡΟΠΑΓΑΝΔΑ ΤΩΝ ΥΠΟΨΗΦΙΩΝ ΠΡΟΕΔΡΩΝ ΛΙΣΣΑΒΩΝ, 3. (Ἀσ. Πρέσ.).—Ἡ προεκλογικὴ περίοδος διεξάγεται ὑπὸ κλῖμα ἐντάσεως. Ἡ ἀστυνομία προέβη εἰς συλλήψεις ὀπαδῶν τῆς ἀντιπολιτεύσεως. Ὁ ὑποψήφιος τῆς ἀντιπολιτεύσεως κατήγγειλε τὰς ἀρχὰς διὰ παρεμποδίσεις τῆς προπαγάνδας του. ΑΠΙΘΑΝΟΣ ΥΠΟ ΤΑΣ ΣΗΜΕΡΙΝΑΣ ΣΥΝΘΗΚΑΣ ΘΕΩΡΕΙΤΑΙ Η ΑΝΑΚΙΝΗΣΙΣ ΥΠΟ ΤΟΥ ΝΑΣΣΕΡ ΘΕΜΑΤΟΣ ΣΑΝΤΖΑΚΙΟΥ ΤΗΣ ΑΛΕΞΑΝΔΡΕΤΤΑΣ ΑΓΚΥΡΑ, 3.—Εἰς τοὺς ἐνταῦθα διπλωματικοὺς κύκλους θεωρεῖται ἀπίθανος ἡ ἀνακίνησις τοῦ ζητήματος ὑπὸ τοῦ Προέδρου τῆς Ἡνωμένης Ἀραβικῆς Δημοκρατίας. Ἡ τουρκικὴ κυβέρνησις παρακολουθεῖ μετὰ προσοχῆς τὰς ἐξελίξεις εἰς τὴν Μέσην Ἀνατολήν. ΔΙΚΑΖΕΤΑΙ ΕΙΣ ΤΑΣ ΑΘΗΝΑΣ Ο Γ. ΚΩΣΤΑΚΟΣ Ο ΦΟΝΕΥΣΑΣ ΕΙΣ ΑΜΦΙΑΛΗΝ ΤΗΝ ΦΙΛΗΝ ΤΟΥ ΑΘΗΝΑΙ, 3.—Ἀρχίζει σήμερον ἐνώπιον τοῦ Κακουργιοδικείου ἡ δίκη τοῦ κατηγορουμένου διὰ τὸν φόνον τῆς φίλης του εἰς Ἀμφιάλην. Ἔχουν κληθῆ πολλοὶ μάρτυρες. Ὁ κατηγορούμενος ἰσχυρίζεται ὅτι ἐνήργησεν ἐν βρασμῷ ψυχῆς. Ἡ δίκη ἀναμένεται νὰ διαρκέση ἀρκετὰς ἡμέρας. ΟΙ ΟΡΟΙ ΑΜΟΙΒΗΣ ΤΩΝ ΥΠΟΔΗΜΑΤΕΡΓΑΤΩΝ ΑΘΗΝΑΙ, 3.—Καθωρίσθησαν οἱ ὅροι ἀμοιβῆς τῶν ὑποδηματεργατῶν διὰ τὸ τρέχον ἔτος κατόπιν συμφωνίας ἐργοδοτῶν καὶ ἐργαζομένων. Τὸ ἡμερομίσθιον αὐξάνεται κατὰ ποσοστὸν ἀναλόγως τῆς εἰδικότητος. Ο Κ. ΝΤΕ ΓΚΩΛ ΘΑ ΕΠΙΣΚΕΦΘΗ ΤΑΣ ΠΡΩΤΕΥΟΥΣΑΣ ΤΩΝ ΧΩΡΩΝ ΜΕΛΩΝ ΤΟΥ ΟΡΓΑΝΙΣΜΟΥ ΝΑΤΟ ΠΑΡΙΣΙΟΙ, 3. (Ἀσ. Πρέσ.).—Ὁ Πρωθυπουργὸς τῆς Γαλλίας θὰ ἐπισκεφθῆ τὰς πρωτευούσας τῶν χωρῶν μελῶν τοῦ ΝΑΤΟ. Αἱ ἐπισκέψεις θὰ πραγματοποιηθοῦν ἐντὸς τῶν προσεχῶν μηνῶν. xyxy=(214,33,604,2304)
section-heading: ΑΝΙΜΑΧΙΑΙ xyxy=(1451,1803,1510,1814)
section-heading: ΑΙ «ΚΑΛΑΙ ΥΠΗΡΕΣΙΑΙ» xyxy=(1030,1680,1152,1691)
column-rule xyxy=(207,33,208,2304)
article-headline: Ο ΝΙΚΗΤΑ ΚΡΟΥΣΤΣΕΦ ΠΡΟΤΕΙΝΕΙ ΕΙΣ ΤΟΝ Α·Ι·ΖΕΝΧΑΟΥΕΡ ΤΗΝ ΕΠΕΚΤΑΣΙΝ ΤΩΝ ΕΜΠΟΡΙΚΩΝ ΣΥΝΑΛΛΑΓΩΝ ΜΕΤΑΞΥ ΤΗΣ ΣΟΒ. ΕΝΩΣΕΩΣ ΚΑΙ ΤΩΝ ΗΝΩΜ. ΠΟΛΙΤΕΙΩΝ xyxy=(232,683,586,745)
divider xyxy=(214,825,604,826)
section-heading: ΟΙ ΑΓΓΛΟΙ ΣΟΣΙΑΛΙΣΤΑΙ xyxy=(1223,992,1349,1004)
section-heading: ΠΡΟΣΚΛΗΣΙΣ ΕΙΣ ΚΟΡΣΙΚΗΝ xyxy=(819,463,973,475)
article-headline: ΣΗΜΕΡΟΝ Ο Α·Ι·ΖΕΝΧΑΟΥΕΡ ΔΕΝ ΘΑ ΔΩΣΗ ΣΥΝΕΝΤΕΥΞΙΝ xyxy=(628,1437,781,1481)
section-heading: Η ΘΕΣΙΣ ΤΟΥ Κ.Κ.Γ. xyxy=(1428,346,1533,358)
article-headline: ΣΕΙΣΜΙΚΗ ΔΟΝΗΣΙΣ ΕΙΣ ΘΕΣΣΑΛΟΝΙΚΗΝ xyxy=(633,1029,776,1059)
divider xyxy=(16,1533,201,1534)
article-headline: ΤΑ ΔΙΚΑΙΟΛΟΓΗΤΙΚΑ ΣΥΜΜΕΤΟΧΗΣ ΕΙΣ ΤΟΝ ΔΙΑΓΩΝΙΣΜΟΝ 150 ΤΑΜΙΑΚΩΝ xyxy=(633,223,776,281)
article-headline: Ο ΜΑΣ ΜΕΡΓΕΝ ΘΑ ΑΣΚΗΣΗ ΑΝΑΙΡΕΣΙΝ ΚΑΤΑ ΤΟΥ ΒΟΥΛΕΥΜΑΤΟΣ xyxy=(624,894,785,938)
morocco-story: ΤΟ ΜΑΡΟΚΟΝ ΚΑΘΩΣ ΚΑΙ Η ΤΥΝΗΣΙΑ ΕΖΗΤΗΣΑΝ ΑΠΟΣΑΦΗΝΙΣΙΝ ΤΗΣ ΓΑΛΛΙΚΗΣ ΠΟΛΙΤΙΚΗΣ ΡΑΜΠΑΤ, Μαρόκον, 3. (Ἀσ. Πρέσ.).—Ἡ μαροκινὴ κυβέρνησις ἐζήτησε ἀποσαφήνισιν τῆς γαλλικῆς πολιτικῆς ἔναντι τῆς Βορείου Ἀφρικῆς. Ὁ Πρωθυπουργὸς τοῦ Μαρόκου ἐδήλωσεν ὅτι ἡ χώρα του ἀναμένει διαβεβαιώσεις. ΖΗΤΕΙ ΑΠΟΣΑΦΗΝΙΣΙΝ ΤΥΝΙΣ, 3. (Ρώυτερ).—Ἡ Τυνησία ζητεῖ ἀποσαφήνισιν τῶν γαλλικῶν προθέσεων. Αἱ σχέσεις τῶν δύο χωρῶν διέρχονται κρίσιμον φάσιν. ΑΙ «ΚΑΛΑΙ ΥΠΗΡΕΣΙΑΙ» ΡΩΜΗ, 3.—Ἡ Ἰταλία προσφέρεται νὰ μεσολαβήση. ΕΙΣ Ο.Η.Ε. ΗΝΩΜΕΝΑ ΕΘΝΗ, 3.—Τὸ ζήτημα ἐνδέχεται νὰ ἀχθῆ εἰς τὸν Ὀργανισμόν. ΔΕΝ ΙΚΑΝΟΠΟΙΗΘΗ ΤΥΝΙΣ, 3.—Ὁ Πρόεδρος δὲν ἱκανοποιήθη ἐκ τῶν γαλλικῶν ἀπαντήσεων. Ἐπίσημος ἐκπρόσωπος ἐδήλωσεν ὅτι θὰ συνεχισθοῦν αἱ ἐπαφαί. ΑΠΟΨΙΣ ΤΗΣ ΤΥΝΙΔΟΣ ΤΥΝΙΣ, 3.—Ἡ Τυνησία ἐπιμένει εἰς τὴν ἀποχώρησιν τῶν γαλλικῶν στρατευμάτων. Η ΓΑΛΛΙΚΗ ΑΠΟΨΙΣ ΠΑΡΙΣΙΟΙ, 3.—Ἡ γαλλικὴ κυβέρνησις ἐπιθυμεῖ τὴν διατήρησιν φιλικῶν σχέσεων. ΗΝΩΜΕΝΑ ΕΘΝΗ, 3. (Ρώυτερ).—Τὸ Συμβούλιον Ἀσφαλείας θὰ συνέλθη ἐκ νέου. ΝΕ ΔΙΑΠΡΑΓΜΑΤΕΥΣΕΙΣ ΗΝΩΜΕΝΑ ΕΘΝΗ, 3.—Ἀρχίζουν νέαι διαπραγματεύσεις μεταξὺ τῶν μερῶν. ΑΠΟΔΕΧΕΤΑΙ Η ΤΥΝΙΣ ΤΥΝΙΣ, 3.—Ἡ Τυνησία ἀποδέχεται τὴν πρότασιν. ΑΝΙΜΑΧΙΑΙ ΤΥΝΙΣ, 3. (Ρώυτερ).—Ἐσημειώθησαν ἀψιμαχίαι εἰς τὰ σύνορα. xyxy=(799,1555,1568,2304)
article-headline: ΒΟΜΒΑ ΕΙΣ ΤΑ ΓΡΑΦΕΙΑ ΤΟΥ Κ.Κ. ΜΑΣΣΑΛΙΑΣ xyxy=(18,1260,199,1290)
article-subhead: ΤΗΝ ΤΡΙΤΗΝ ΘΑ ΑΝΑΓΝΩΣΘΗ Ο Κ. ΚΑΡΑΜΑΝΛΗΣ ΤΑΣ ΠΡΟΓΡΑΜΜΑΤΙΚΑΣ ΔΗΛΩΣΕΙΣ ΤΗΣ ΚΥΒΕΡΝΗΣΕΩΣ xyxy=(242,538,576,568)
article-headline: ΠΑΝΕΛΛΗΝΙΟΝ ΣΥΝΕΔΡΙΟΝ ΙΑΤΡΟΧΕΙΡΟΥΡΓΙΚΗΣ xyxy=(22,1138,195,1168)
section-heading: ΔΕΝ ΙΚΑΝΟΠΟΙΗΘΗ xyxy=(1038,1763,1144,1775)
divider xyxy=(16,901,201,902)
moscow-story: ΕΙΝΑΙ ΜΥΣΤΗΡΙΩΔΗΣ Η ΣΤΑΣΙΣ ΤΗΣ ΜΟΣΧΑΣ ΕΝΑΝΤΙ ΤΗΣ ΚΥΒΕΡΝΗΣΕΩΣ ΤΟΥ Κ. ΝΤΕ ΓΚΩΛ ΝΕΑ ΥΟΡΚΗ, 3. (Ἀσ. Πρέσ.).—Οἱ διπλωματικοὶ παρατηρηταὶ θεωροῦν μυστηριώδη τὴν στάσιν τῆς Μόσχας ἔναντι τῆς νέας γαλλικῆς κυβερνήσεως. Ἡ σοβιετικὴ κυβέρνησις δὲν ἔχει εἰσέτι λάβει θέσιν ἐπισήμως. Ὁ σοβιετικὸς τύπος περιορίζεται εἰς τὴν ἀναδημοσίευσιν εἰδήσεων. ΣΤΑΣΙΣ ΑΝΑΜΟΝΗΣ ΜΟΣΧΑ, 3.—Τὸ Κρεμλῖνον τηρεῖ στάσιν ἀναμονῆς. Εἰς τὰς Βρυξέλλας οἱ κύκλοι τοῦ ΝΑΤΟ ἐκφράζουν ἱκανοποίησιν διὰ τὰς διαβεβαιώσεις τοῦ στρατηγοῦ. Ο κ. Α·Ι·ΖΕΝΧΑΟΥΕΡ ΟΥΑΣΙΓΚΤΩΝ, 3.—Ὁ Πρόεδρος ἀπέστειλε μήνυμα πρὸς τὸν Γάλλον Πρωθυπουργόν. Εἰς τὸ μήνυμα ἐκφράζονται εὐχαὶ διὰ τὴν ἐπιτυχίαν τοῦ ἔργου του. Ὑπογραμμίζεται ἡ σημασία τῆς γαλλοαμερικανικῆς φιλίας. ΟΙ ΑΓΓΛΟΙ ΣΟΣΙΑΛΙΣΤΑΙ ΛΟΝΔΙΝΟΝ, 3.—Οἱ Ἄγγλοι σοσιαλισταὶ ἐκφράζουν ἐπιφυλάξεις. Η ΓΑΛΛΙΑ ΕΙΣ ΤΟΝ ΚΟΣΜΟΝ ΟΥΑΣΙΓΚΤΩΝ, 3.—Ἡ διεθνὴς θέσις τῆς Γαλλίας ἐξετάζεται ὑπὸ τῶν συμμάχων. Ἀναμένεται ἡ λῆψις ἀποφάσεων. ΠΡΟΣ ΤΟΝ ΜΠΕΝ ΓΚΟΥΡΙΟΝ ΠΑΡΙΣΙΟΙ, 3.—Μήνυμα ἀπεστάλη πρὸς τὸν Ἰσραηλινὸν Πρωθυπουργόν. ΙΚΑΝΟΠΟΙΗΣΙΣ Η ΒΟΝΝΗ ΒΟΝΝΗ, 3.—Ἡ δυτικογερμανικὴ κυβέρνησις ἐκφράζει ἱκανοποίησιν. Η ΓΝΩΜΗ ΤΟΥ ΑΝΤΕΝΑΟΥΕΡ ΒΟΝΝΗ, 3.—Ὁ Καγκελάριος ἐδήλωσεν ὅτι ἡ συνεργασία θὰ συνεχισθῆ. ΑΝ ΠΑΡΑΙΤΗΘΗ... ΒΟΝΝΗ, 3.—Ἐξετάζεται τὸ ἐνδεχόμενον παραιτήσεως. xyxy=(799,905,1568,1554)
section-heading: ΑΝ ΠΑΡΑΙΤΗΘΗ... xyxy=(1433,1130,1528,1141)
divider xyxy=(214,675,604,677)
section-heading: ΕΠΙ ΤΟ ΜΑΤΑΙΟΝ xyxy=(1240,335,1332,346)
lead-headline: ΓΕΡΜΑΝΙΚΗ ΠΕΡΙΠΟΛΟΣ ΚΑΤΑ ΤΗΝ ΠΡΑΓΑΝ ΔΙΗΛΘΕ ΤΑ ΣΥΝΟΡΑ ΚΑΙ ΕΒΑΛΕ ΚΑΤΑ ΤΣΕΧΩΝ xyxy=(221,36,597,153)
article-headline: Ο Κ. ΝΤΕ ΓΚΩΛ ΘΑ ΕΠΙΣΚΕΦΘΗ ΤΑΣ ΠΡΩΤΕΥΟΥΣΑΣ ΤΩΝ ΧΩΡΩΝ ΜΕΛΩΝ ΤΟΥ ΟΡΓΑΝΙΣΜΟΥ ΝΑΤΟ xyxy=(241,1322,577,1452)
divider xyxy=(618,218,791,219)
section-heading: Η ΓΝΩΜΗ ΤΟΥ ΑΝΤΕΝΑΟΥΕΡ xyxy=(1404,1076,1557,1087)
divider xyxy=(16,630,201,631)
